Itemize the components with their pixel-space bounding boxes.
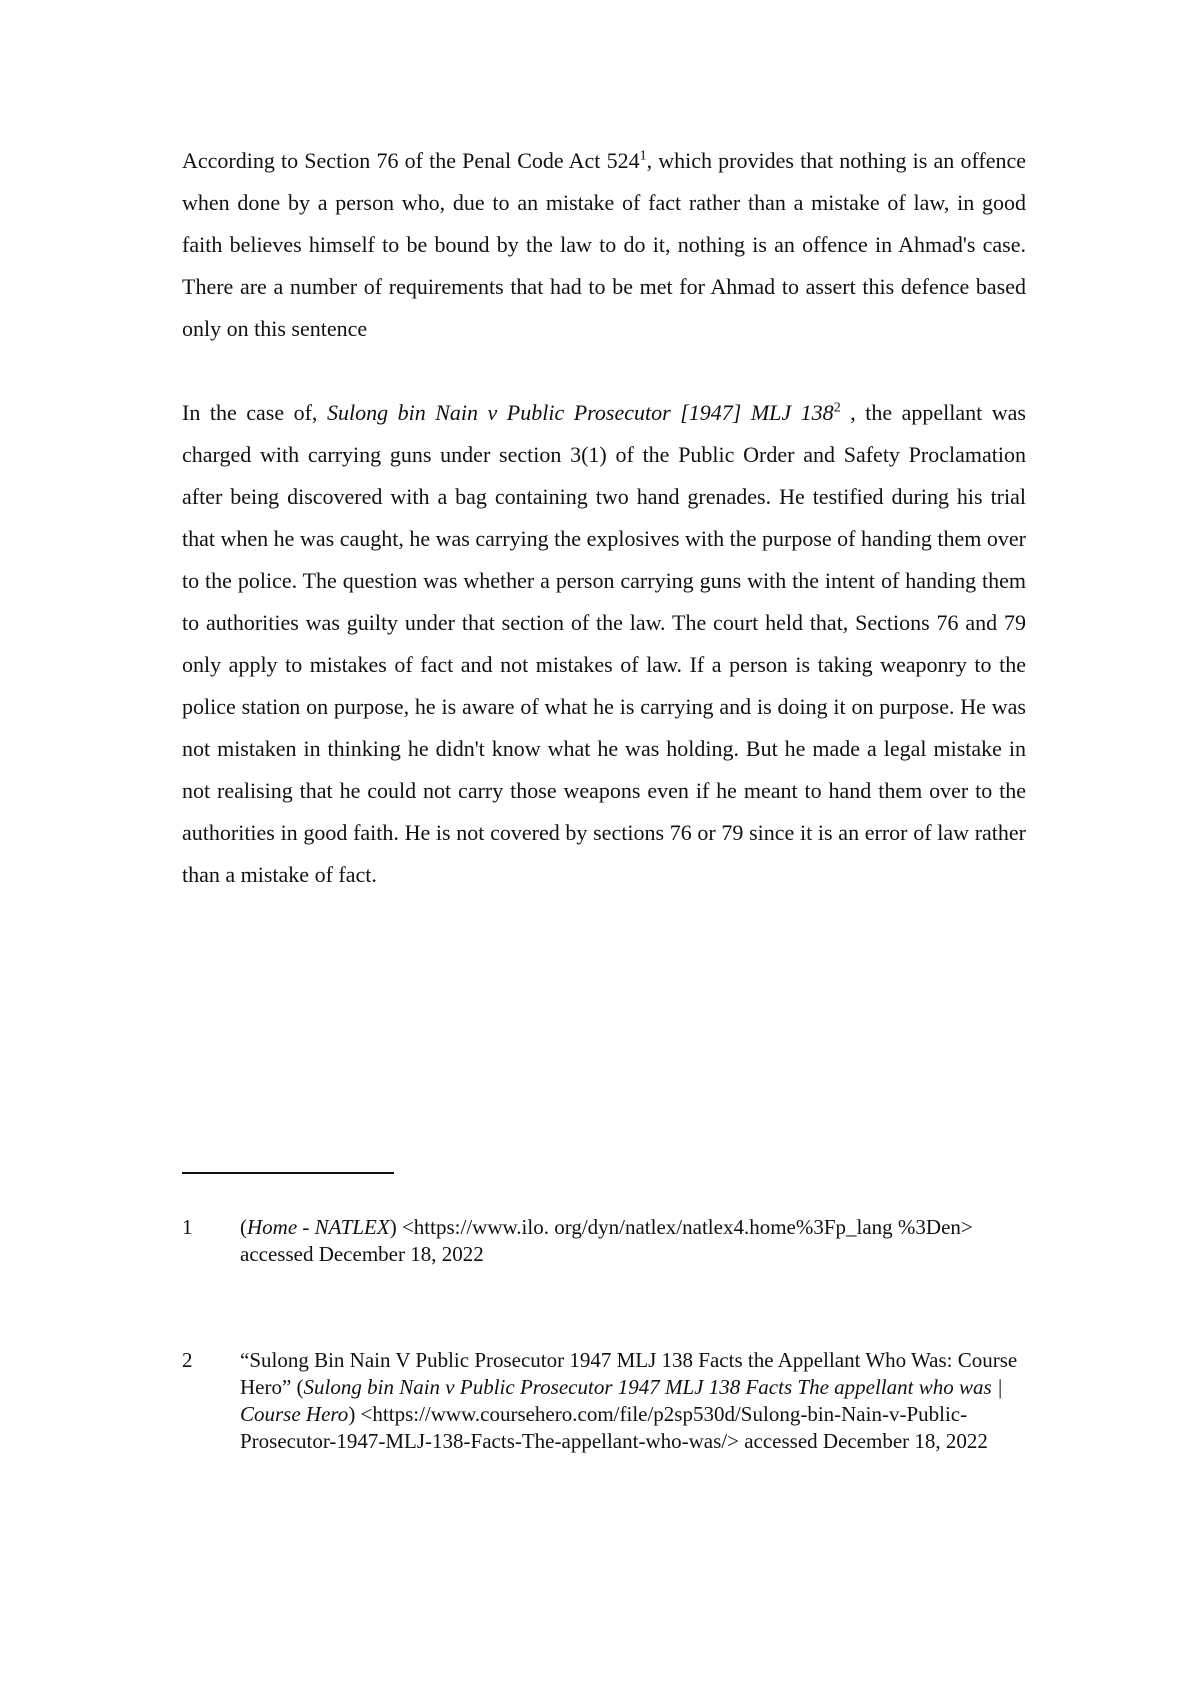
paragraph1-text-end: , which provides that nothing is an offence when done by a person who, due to an mistake of fact rather than a mistake of law, in good faith believes himself to be bound by the law to do it, nothing is an offence in Ahmad's case. There are a number of requirements that had to be met for Ahmad to assert this defence based only on this sentence [182,148,1027,341]
footnote-link[interactable]: ) <https://www.coursehero.com/file/p2sp530d/Sulong-bin-Nain-v-Public-Prosecutor-1947-MLJ-138-Facts-The-appellant-who-was/> accessed December 18, 2022 [240,1402,988,1453]
footnote-link[interactable]: ) <https://www.ilo. org/dyn/natlex/natlex4.home%3Fp_lang %3Den> accessed December 18, 2022 [240,1215,973,1266]
paragraph2-text-end: , the appellant was charged with carrying guns under section 3(1) of the Public Order and Safety Proclamation after being discovered with a bag containing two hand grenades. He testified during his trial that when he was caught, he was carrying the explosives with the purpose of handing them over to the police. The question was whether a person carrying guns with the intent of handing them to authorities was guilty under that section of the law. The court held that, Sections 76 and 79 only apply to mistakes of fact and not mistakes of law. If a person is taking weaponry to the police station on purpose, he is aware of what he is carrying and is doing it on purpose. He was not mistaken in thinking he didn't know what he was holding. But he made a legal mistake in not realising that he could not carry those weapons even if he meant to hand them over to the authorities in good faith. He is not covered by sections 76 or 79 since it is an error of law rather than a mistake of fact. [182,400,1026,887]
footnote-open-paren: ( [240,1215,247,1239]
footnote-1 [182,1214,1028,1268]
footnote-source-title: Home - NATLEX [247,1215,390,1239]
paragraph-section-76 [182,140,1026,350]
footnote-number: 2 [182,1348,193,1372]
footnote-text [240,1347,1028,1455]
footnote-quoted-title: “Sulong Bin Nain V Public Prosecutor 1947 MLJ 138 Facts the Appellant Who Was: Course Hero” ( [240,1348,1018,1399]
paragraph1-text-start: According to Section 76 of the Penal Code Act 524 [182,148,640,173]
paragraph-sulong-case [182,392,1026,896]
case-citation: Sulong bin Nain v Public Prosecutor [1947] MLJ 138 [326,400,834,425]
paragraph2-text-start: In the case of, [182,400,327,425]
footnote-2 [182,1347,1028,1455]
footnote-ref-1[interactable]: 1 [639,148,647,164]
footnote-text [240,1214,1028,1268]
footnote-separator [182,1172,394,1174]
footnote-number: 1 [182,1215,193,1239]
footnote-ref-2[interactable]: 2 [833,400,841,416]
footnote-source-title: Sulong bin Nain v Public Prosecutor 1947 MLJ 138 Facts The appellant who was | Course Hero [240,1375,1003,1426]
